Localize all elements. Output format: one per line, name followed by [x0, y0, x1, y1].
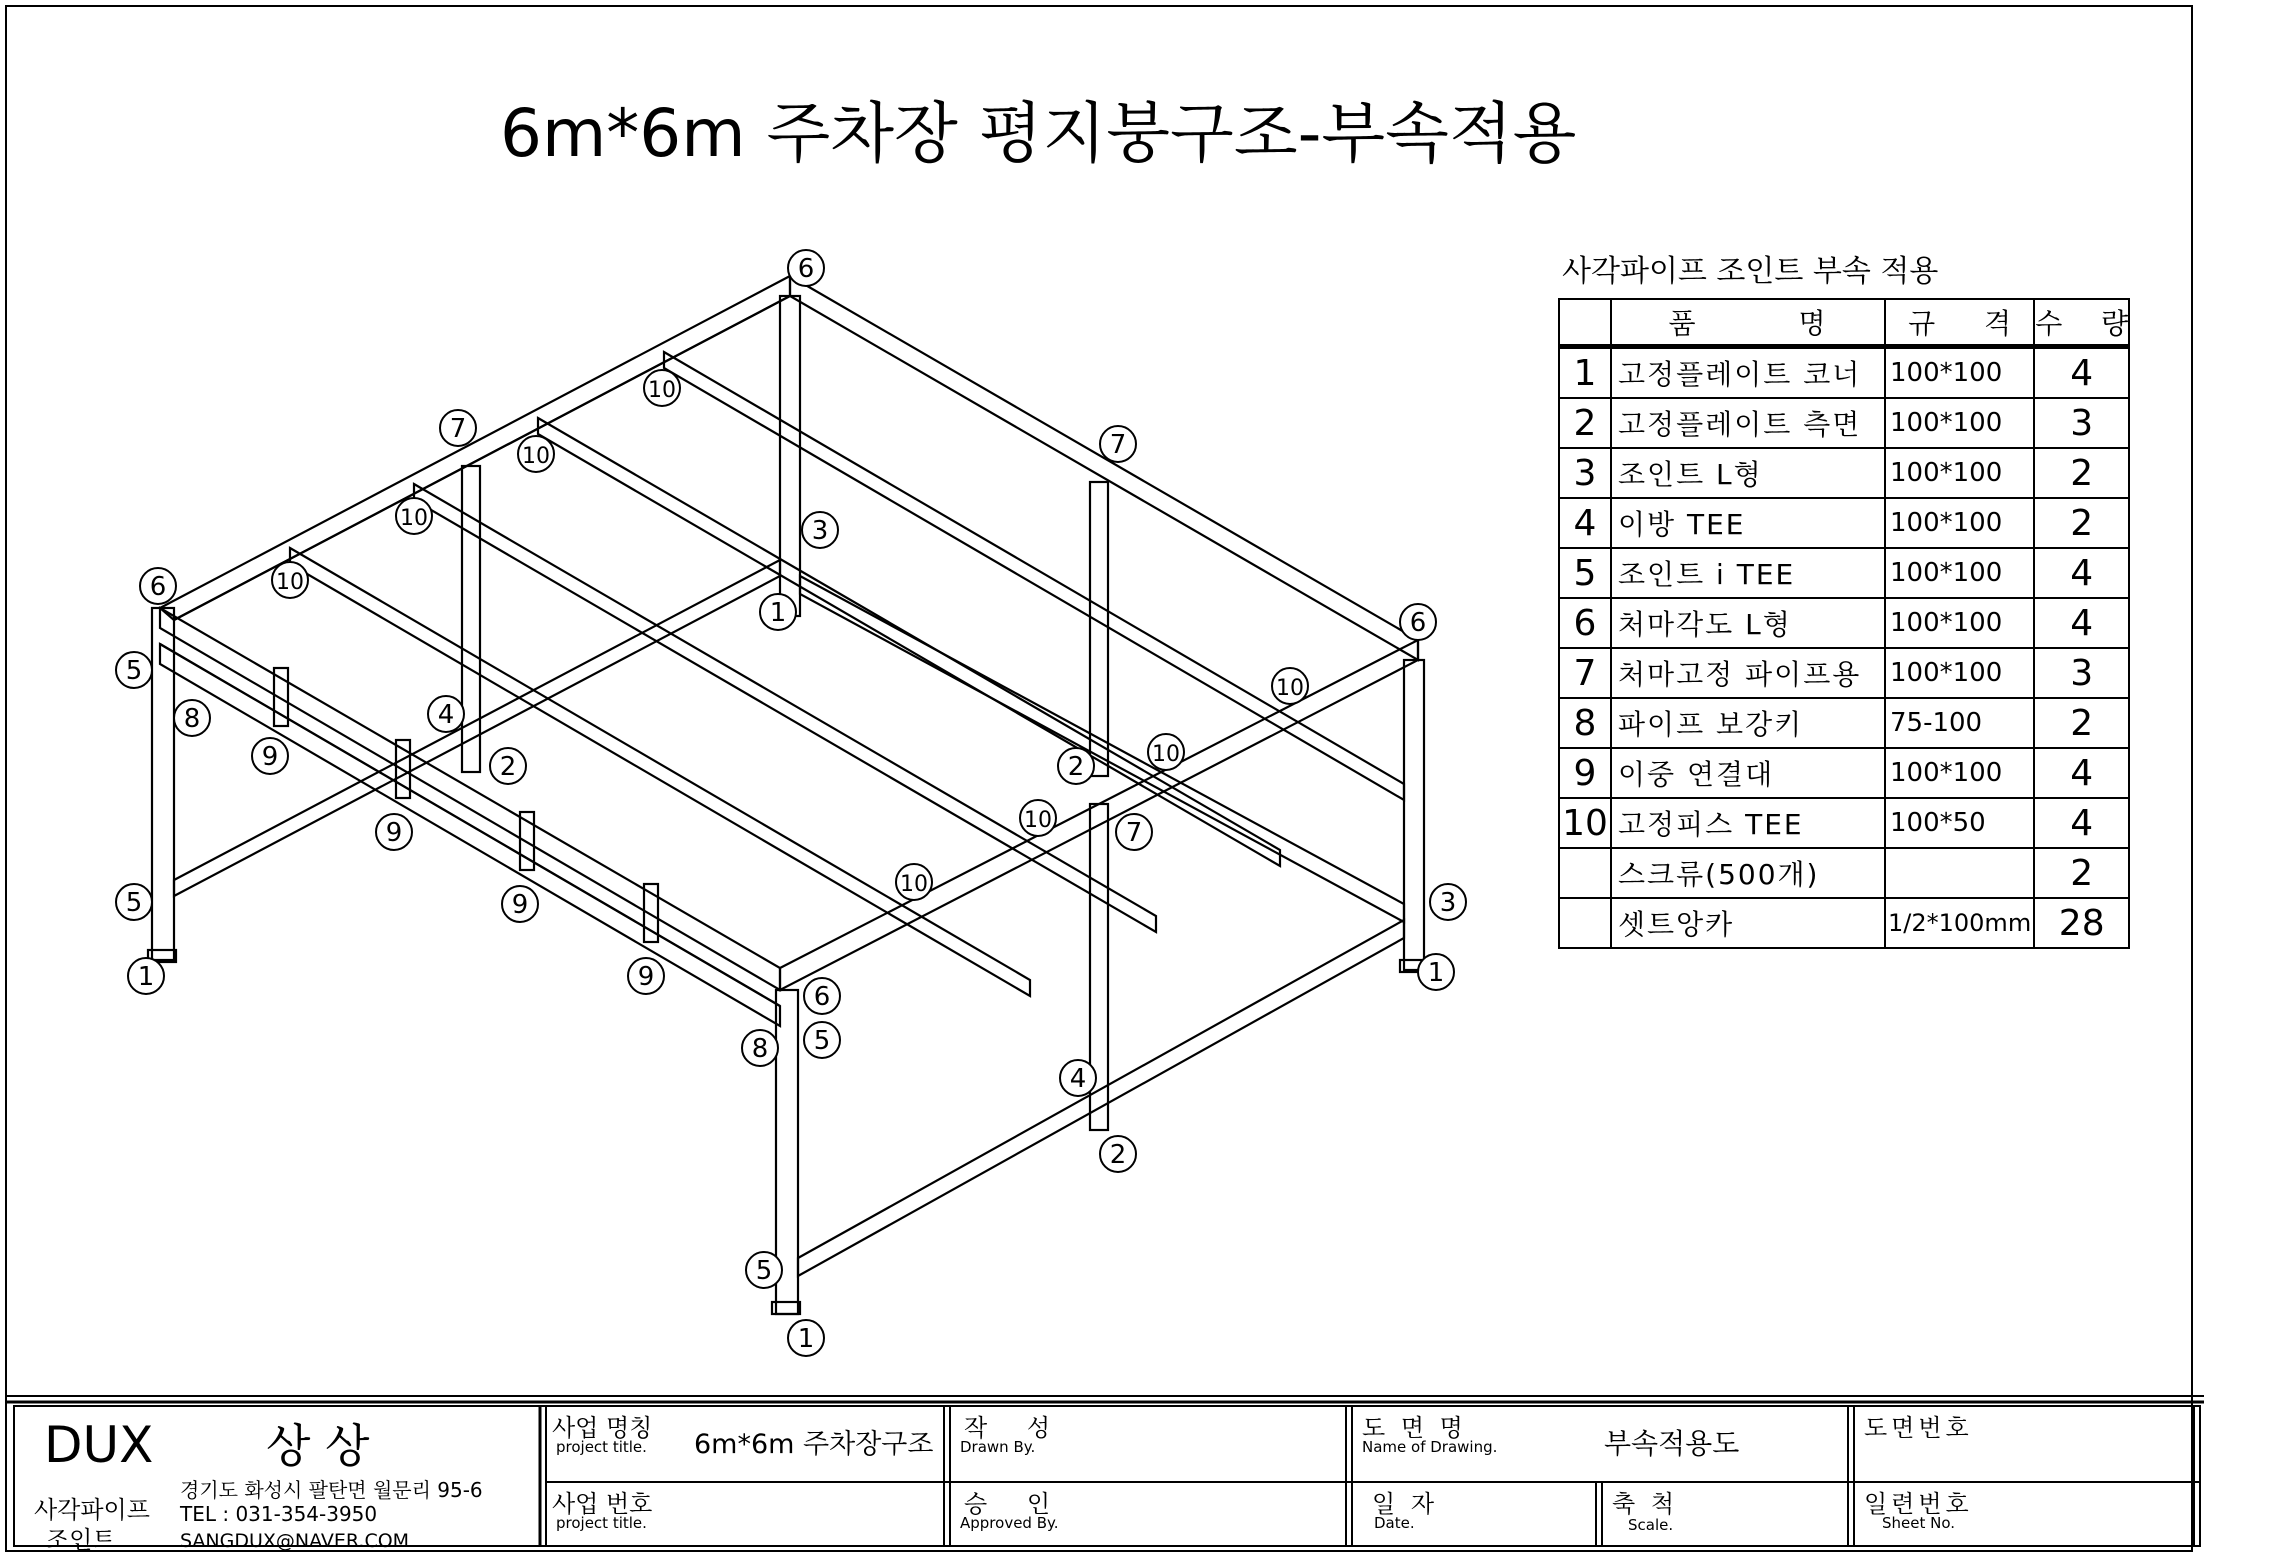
brand-subtitle-1: 사각파이프 [34, 1496, 150, 1524]
callout-10-d [272, 562, 308, 598]
svg-text:7: 7 [449, 414, 467, 444]
row-name: 처마각도 L형 [1611, 598, 1885, 648]
callout-8-a [174, 700, 210, 736]
sheet-no-label: 일련번호 [1864, 1490, 1973, 1518]
row-qty: 4 [2034, 598, 2129, 648]
row-no: 3 [1559, 448, 1611, 498]
header-no [1559, 299, 1611, 347]
row-name: 고정플레이트 측면 [1611, 398, 1885, 448]
approved-sub: Approved By. [960, 1514, 1059, 1532]
callout-10-e [1272, 668, 1308, 704]
row-qty: 4 [2034, 347, 2129, 399]
callout-8-b [742, 1030, 778, 1066]
callout-2-c [1100, 1136, 1136, 1172]
drawing-name-label: 도 면 명 [1362, 1414, 1467, 1442]
callout-6-left [140, 568, 176, 604]
callout-1-right [1418, 954, 1454, 990]
svg-text:5: 5 [755, 1256, 773, 1286]
beam-back-left [160, 276, 790, 620]
row-name: 스크류(500개) [1611, 848, 1885, 898]
callout-9-b [376, 814, 412, 850]
callout-6-front [804, 978, 840, 1014]
parts-table [1558, 298, 2130, 949]
svg-text:10: 10 [522, 444, 550, 469]
svg-text:9: 9 [637, 962, 655, 992]
svg-text:9: 9 [385, 818, 403, 848]
row-spec: 100*100 [1885, 498, 2034, 548]
project-name-value: 6m*6m 주차장구조 [694, 1429, 934, 1460]
row-qty: 4 [2034, 548, 2129, 598]
row-qty: 28 [2034, 898, 2129, 948]
callout-5-d [746, 1252, 782, 1288]
sheet-no-sub: Sheet No. [1882, 1514, 1956, 1532]
table-row [1559, 798, 2129, 848]
drawn-label: 작 성 [964, 1414, 1054, 1442]
callout-3-b [1430, 884, 1466, 920]
svg-text:1: 1 [797, 1324, 815, 1354]
svg-text:4: 4 [437, 700, 455, 730]
svg-text:8: 8 [183, 704, 201, 734]
svg-text:1: 1 [1427, 958, 1445, 988]
row-no: 9 [1559, 748, 1611, 798]
row-name: 처마고정 파이프용 [1611, 648, 1885, 698]
callout-5-c [804, 1022, 840, 1058]
row-no: 6 [1559, 598, 1611, 648]
row-no: 5 [1559, 548, 1611, 598]
row-spec [1885, 848, 2034, 898]
row-qty: 4 [2034, 798, 2129, 848]
row-no: 1 [1559, 347, 1611, 399]
row-spec: 75-100 [1885, 698, 2034, 748]
brand-logo: DUX [44, 1416, 154, 1474]
row-no: 8 [1559, 698, 1611, 748]
callout-9-d [628, 958, 664, 994]
parts-table-caption: 사각파이프 조인트 부속 적용 [1562, 254, 1939, 289]
svg-text:3: 3 [811, 516, 829, 546]
row-spec: 1/2*100mm [1885, 898, 2034, 948]
row-no: 10 [1559, 798, 1611, 848]
row-qty: 2 [2034, 448, 2129, 498]
date-label: 일 자 [1372, 1490, 1438, 1518]
brand-subtitle-2: 조인트 [46, 1526, 116, 1554]
row-spec: 100*100 [1885, 748, 2034, 798]
svg-text:5: 5 [813, 1026, 831, 1056]
row-no: 4 [1559, 498, 1611, 548]
callout-10-f [1148, 734, 1184, 770]
table-row [1559, 347, 2129, 399]
callout-10-g [1020, 800, 1056, 836]
svg-text:10: 10 [1276, 676, 1304, 701]
post-left [152, 608, 174, 960]
beam-front-left [160, 608, 780, 990]
drawing-no-label: 도면번호 [1864, 1414, 1973, 1442]
svg-text:2: 2 [499, 752, 517, 782]
callout-7-a [440, 410, 476, 446]
header-spec: 규 격 [1885, 299, 2034, 347]
row-spec: 100*100 [1885, 347, 2034, 399]
project-name-label: 사업 명칭 [552, 1414, 653, 1442]
drawing-title: 6m*6m 주차장 평지붕구조-부속적용 [500, 95, 1577, 172]
svg-text:10: 10 [1024, 808, 1052, 833]
callout-1-back [760, 594, 796, 630]
date-sub: Date. [1374, 1514, 1415, 1532]
row-qty: 3 [2034, 398, 2129, 448]
svg-text:10: 10 [276, 570, 304, 595]
callout-4-a [428, 696, 464, 732]
callout-6-back [788, 250, 824, 286]
beam-front-left-lower [160, 644, 780, 1026]
callout-5-b [116, 884, 152, 920]
svg-text:5: 5 [125, 888, 143, 918]
callout-10-a [644, 370, 680, 406]
company-address: 경기도 화성시 팔탄면 월문리 95-6 [180, 1478, 483, 1502]
callout-4-b [1060, 1060, 1096, 1096]
svg-text:9: 9 [261, 742, 279, 772]
callout-10-b [518, 436, 554, 472]
project-no-sub: project title. [556, 1514, 647, 1532]
header-qty: 수 량 [2034, 299, 2129, 347]
row-spec: 100*50 [1885, 798, 2034, 848]
beam-front-right [780, 640, 1418, 990]
callout-7-b [1100, 426, 1136, 462]
purlin-3 [538, 418, 1280, 866]
svg-text:10: 10 [648, 378, 676, 403]
row-no [1559, 848, 1611, 898]
callout-9-c [502, 886, 538, 922]
row-name: 조인트 i TEE [1611, 548, 1885, 598]
row-name: 파이프 보강키 [1611, 698, 1885, 748]
drawn-sub: Drawn By. [960, 1438, 1036, 1456]
callout-10-h [896, 864, 932, 900]
table-row [1559, 398, 2129, 448]
row-name: 이방 TEE [1611, 498, 1885, 548]
row-no [1559, 898, 1611, 948]
company-tel: TEL : 031-354-3950 [180, 1502, 378, 1526]
svg-text:7: 7 [1109, 430, 1127, 460]
row-qty: 4 [2034, 748, 2129, 798]
post-mid-backright [1090, 482, 1108, 776]
table-row [1559, 848, 2129, 898]
table-row [1559, 448, 2129, 498]
svg-text:2: 2 [1109, 1140, 1127, 1170]
scale-sub: Scale. [1628, 1516, 1674, 1534]
post-right [1404, 660, 1424, 970]
frame-structure [148, 276, 1428, 1314]
callout-2-b [1058, 748, 1094, 784]
row-spec: 100*100 [1885, 548, 2034, 598]
table-row [1559, 598, 2129, 648]
svg-text:6: 6 [1409, 608, 1427, 638]
brace-front-right [798, 920, 1404, 1276]
row-qty: 2 [2034, 498, 2129, 548]
callout-6-right [1400, 604, 1436, 640]
brand-korean: 상 상 [266, 1419, 370, 1473]
svg-text:9: 9 [511, 890, 529, 920]
callout-7-c [1116, 814, 1152, 850]
callout-9-a [252, 738, 288, 774]
svg-text:1: 1 [137, 962, 155, 992]
project-no-label: 사업 번호 [552, 1490, 653, 1518]
table-row [1559, 748, 2129, 798]
svg-text:7: 7 [1125, 818, 1143, 848]
table-row [1559, 698, 2129, 748]
project-name-sub: project title. [556, 1438, 647, 1456]
row-no: 7 [1559, 648, 1611, 698]
scale-label: 축 척 [1612, 1490, 1678, 1518]
row-no: 2 [1559, 398, 1611, 448]
svg-text:6: 6 [149, 572, 167, 602]
beam-back-right [790, 276, 1418, 660]
company-email: SANGDUX@NAVER.COM [180, 1530, 410, 1552]
row-spec: 100*100 [1885, 398, 2034, 448]
svg-text:10: 10 [400, 506, 428, 531]
row-name: 조인트 L형 [1611, 448, 1885, 498]
row-spec: 100*100 [1885, 598, 2034, 648]
row-name: 고정플레이트 코너 [1611, 347, 1885, 399]
svg-text:5: 5 [125, 656, 143, 686]
table-row [1559, 548, 2129, 598]
callout-1-front [788, 1320, 824, 1356]
svg-text:6: 6 [813, 982, 831, 1012]
row-name: 고정피스 TEE [1611, 798, 1885, 848]
row-name: 셋트앙카 [1611, 898, 1885, 948]
callout-2-a [490, 748, 526, 784]
svg-text:1: 1 [769, 598, 787, 628]
purlin-1 [290, 548, 1030, 996]
header-name: 품 명 [1611, 299, 1885, 347]
row-name: 이중 연결대 [1611, 748, 1885, 798]
table-row [1559, 498, 2129, 548]
svg-text:6: 6 [797, 254, 815, 284]
row-qty: 3 [2034, 648, 2129, 698]
row-qty: 2 [2034, 848, 2129, 898]
svg-text:8: 8 [751, 1034, 769, 1064]
svg-text:4: 4 [1069, 1064, 1087, 1094]
brace-back-right [800, 576, 1404, 922]
svg-text:10: 10 [1152, 742, 1180, 767]
callout-3-a [802, 512, 838, 548]
table-row [1559, 648, 2129, 698]
callout-5-a [116, 652, 152, 688]
table-row [1559, 898, 2129, 948]
row-spec: 100*100 [1885, 648, 2034, 698]
callout-10-c [396, 498, 432, 534]
callout-1-left [128, 958, 164, 994]
purlin-4 [664, 352, 1404, 800]
drawing-name-value: 부속적용도 [1604, 1427, 1740, 1460]
approved-label: 승 인 [964, 1490, 1054, 1518]
drawing-name-sub: Name of Drawing. [1362, 1438, 1498, 1456]
row-qty: 2 [2034, 698, 2129, 748]
svg-text:10: 10 [900, 872, 928, 897]
svg-text:2: 2 [1067, 752, 1085, 782]
row-spec: 100*100 [1885, 448, 2034, 498]
brace-left-back [174, 560, 780, 896]
parts-table-header [1559, 299, 2129, 347]
svg-text:3: 3 [1439, 888, 1457, 918]
